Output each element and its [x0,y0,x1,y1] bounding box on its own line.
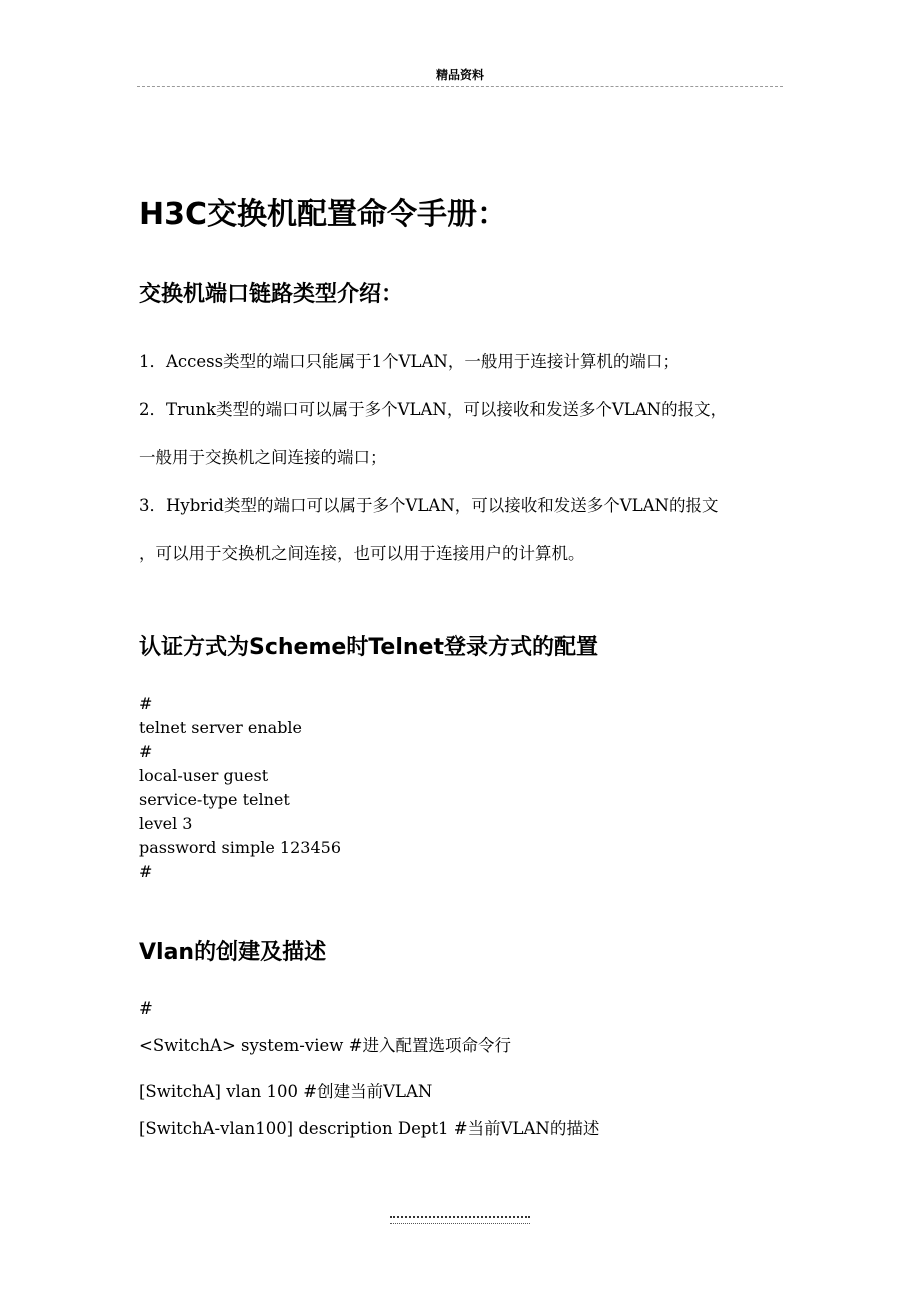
command-line: # [139,999,153,1018]
code-line: # [139,862,153,881]
paragraph-line: 1．Access类型的端口只能属于1个VLAN，一般用于连接计算机的端口； [139,352,679,371]
page-footer-rule [390,1216,530,1224]
document-title: H3C交换机配置命令手册： [139,197,507,232]
code-line: service-type telnet [139,790,290,809]
code-line: password simple 123456 [139,838,341,857]
code-line: level 3 [139,814,193,833]
section-heading-port-types: 交换机端口链路类型介绍： [139,282,404,307]
section-heading-vlan: Vlan的创建及描述 [139,940,327,965]
paragraph-line: 2．Trunk类型的端口可以属于多个VLAN，可以接收和发送多个VLAN的报文， [139,400,728,419]
command-line: [SwitchA-vlan100] description Dept1 #当前VLAN的描述 [139,1119,600,1138]
code-line: # [139,742,153,761]
page-header [137,64,783,87]
command-line: <SwitchA> system-view #进入配置选项命令行 [139,1036,511,1055]
code-line: telnet server enable [139,718,303,737]
paragraph-line: ，可以用于交换机之间连接，也可以用于连接用户的计算机。 [139,544,585,563]
header-text: 精品资料 [435,68,484,82]
paragraph-line: 3．Hybrid类型的端口可以属于多个VLAN，可以接收和发送多个VLAN的报文 [139,496,719,515]
command-line: [SwitchA] vlan 100 #创建当前VLAN [139,1082,433,1101]
code-line: local-user guest [139,766,269,785]
paragraph-line: 一般用于交换机之间连接的端口； [139,448,387,467]
section-heading-telnet: 认证方式为Scheme时Telnet登录方式的配置 [139,635,598,660]
code-line: # [139,694,153,713]
